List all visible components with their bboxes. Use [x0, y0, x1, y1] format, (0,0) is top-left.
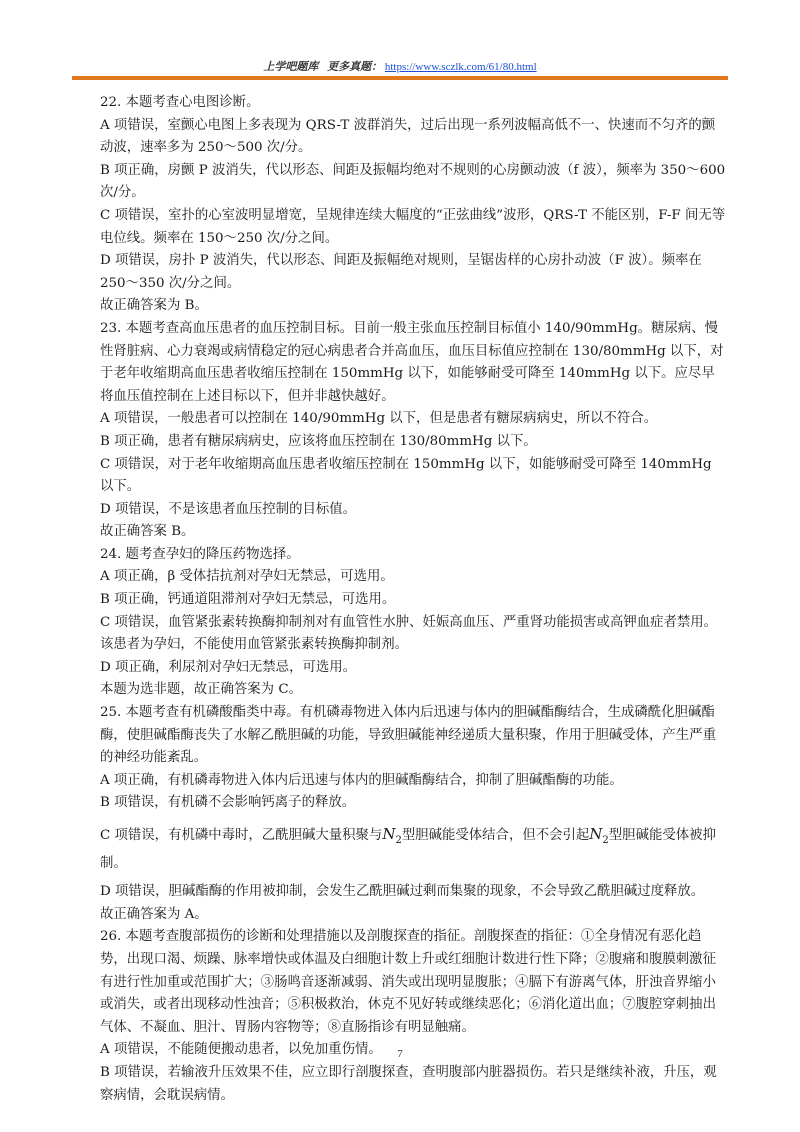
paragraph: D 项错误，胆碱酯酶的作用被抑制，会发生乙酰胆碱过剩而集聚的现象，不会导致乙酰胆碱过度释放。 — [100, 884, 705, 900]
paragraph: A 项正确，有机磷毒物进入体内后迅速与体内的胆碱酯酶结合，抑制了胆碱酯酶的功能。 — [100, 772, 623, 788]
n2-symbol: $N_2$ — [382, 825, 402, 846]
paragraph: B 项错误，有机磷不会影响钙离子的释放。 — [100, 795, 356, 811]
paragraph: B 项正确，钙通道阻滞剂对孕妇无禁忌，可选用。 — [100, 592, 396, 608]
formula-text-1: C 项错误，有机磷中毒时，乙酰胆碱大量积聚与 — [100, 828, 383, 843]
paragraph: A 项正确，β 受体拮抗剂对孕妇无禁忌，可选用。 — [100, 569, 394, 585]
page-header — [72, 58, 728, 78]
q26-heading: 26. 本题考查腹部损伤的诊断和处理措施以及剖腹探查的指征。剖腹探查的指征：①全身情况有恶化趋势，出现口渴、烦躁、脉率增快或体温及白细胞计数上升或红细胞计数进行性下降；②腹痛和腹膜刺激征有进行性加重或范围扩大；③肠鸣音逐渐减弱、消失或出现明显腹胀；④膈下有游离气体，肝浊音界缩小或消失，或者出现移动性浊音；⑤积极救治，休克不见好转或继续恶化；⑥消化道出血；⑦腹腔穿刺抽出气体、不凝血、胆汁、胃肠内容物等；⑧直肠指诊有明显触痛。 — [100, 929, 716, 1035]
formula-text-2: 型胆碱能受体结合，但不会引起 — [401, 828, 590, 843]
answer-line: 故正确答案 B。 — [100, 524, 195, 540]
page-number: 7 — [397, 1048, 403, 1060]
header-brand: 上学吧题库 — [263, 61, 319, 73]
header-url-link[interactable]: https://www.sczlk.com/61/80.html — [384, 61, 537, 73]
formula-text-3: 型胆碱能受体被抑制。 — [100, 828, 716, 871]
paragraph-with-formula — [100, 823, 726, 875]
paragraph: A 项错误，一般患者可以控制在 140/90mmHg 以下，但是患者有糖尿病病史，所以不符合。 — [100, 411, 658, 427]
answer-line: 本题为选非题，故正确答案为 C。 — [100, 682, 302, 698]
header-tag: 更多真题： — [327, 61, 383, 73]
q22-heading: 22. 本题考查心电图诊断。 — [100, 95, 260, 110]
answer-line: 故正确答案为 A。 — [100, 906, 208, 922]
paragraph: D 项正确，利尿剂对孕妇无禁忌，可选用。 — [100, 659, 357, 675]
paragraph: A 项错误，不能随便搬动患者，以免加重伤情。 — [100, 1042, 382, 1058]
paragraph: B 项错误，若输液升压效果不佳，应立即行剖腹探查，查明腹部内脏器损伤。若只是继续补液，升压，观察病情，会耽误病情。 — [100, 1064, 717, 1103]
paragraph: D 项错误，房扑 P 波消失，代以形态、间距及振幅绝对规则，呈锯齿样的心房扑动波（F 波）。频率在 250～350 次/分之间。 — [100, 253, 702, 291]
q24-heading: 24. 题考查孕妇的降压药物选择。 — [100, 546, 300, 562]
q23-heading: 23. 本题考查高血压患者的血压控制目标。目前一般主张血压控制目标值小 140/90mmHg。糖尿病、慢性肾脏病、心力衰竭或病情稳定的冠心病患者合并高血压，血压目标值应控制在 130/80mmHg 以下，对于老年收缩期高血压患者收缩压控制在 150mmHg 以下，如能够耐受可降至 140mmHg 以下。应尽早将血压值控制在上述目标以下，但并非越快越好。 — [100, 320, 724, 404]
paragraph: C 项错误，血管紧张素转换酶抑制剂对有血管性水肿、妊娠高血压、严重肾功能损害或高钾血症者禁用。该患者为孕妇，不能使用血管紧张素转换酶抑制剂。 — [100, 614, 718, 653]
document-body — [100, 92, 726, 1107]
paragraph: A 项错误，室颤心电图上多表现为 QRS-T 波群消失，过后出现一系列波幅高低不一、快速而不匀齐的颤动波，速率多为 250～500 次/分。 — [100, 117, 716, 156]
paragraph: B 项正确，患者有糖尿病病史，应该将血压控制在 130/80mmHg 以下。 — [100, 433, 537, 449]
header-divider — [72, 76, 728, 80]
q25-heading: 25. 本题考查有机磷酸酯类中毒。有机磷毒物进入体内后迅速与体内的胆碱酯酶结合，生成磷酰化胆碱酯酶，使胆碱酯酶丧失了水解乙酰胆碱的功能，导致胆碱能神经递质大量积聚，作用于胆碱受体，产生严重的神经功能紊乱。 — [100, 705, 716, 766]
paragraph: B 项正确，房颤 P 波消失，代以形态、间距及振幅均绝对不规则的心房颤动波（f 波），频率为 350～600 次/分。 — [100, 162, 726, 201]
paragraph: C 项错误，室扑的心室波明显增宽，呈规律连续大幅度的“正弦曲线”波形，QRS-T 不能区别，F-F 间无等电位线。频率在 150～250 次/分之间。 — [100, 207, 726, 246]
answer-line: 故正确答案为 B。 — [100, 298, 208, 314]
n2-symbol: $N_2$ — [589, 825, 609, 846]
paragraph: D 项错误，不是该患者血压控制的目标值。 — [100, 501, 357, 517]
paragraph: C 项错误，对于老年收缩期高血压患者收缩压控制在 150mmHg 以下，如能够耐受可降至 140mmHg 以下。 — [100, 456, 712, 495]
